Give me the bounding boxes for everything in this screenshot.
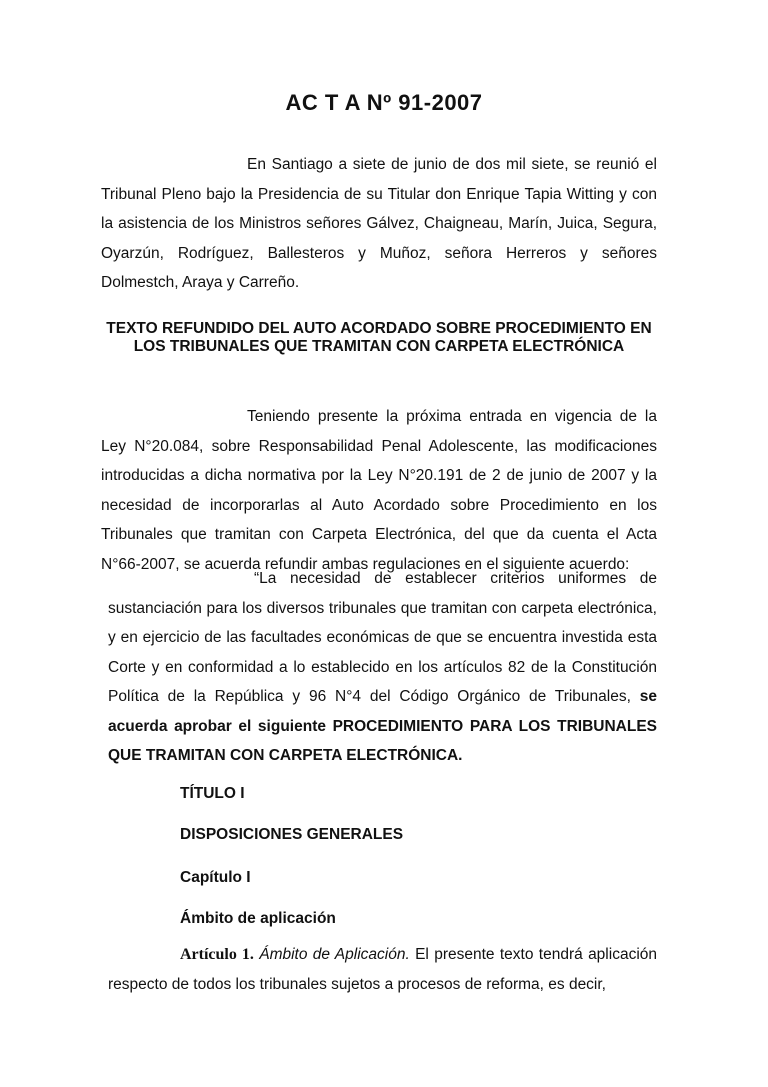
ambito-heading: Ámbito de aplicación — [180, 910, 336, 927]
quote-text: “La necesidad de establecer criterios uniformes de sustanciación para los diversos tribunales que tramitan con carpeta electrónica, y en ejercicio de las facultades económicas de que se encuentra investida esta Corte y en conformidad a lo establecido en los artículos 82 de la Constitución Política de la República y 96 N°4 del Código Orgánico de Tribunales, — [108, 570, 657, 705]
capitulo-heading: Capítulo I — [180, 869, 251, 886]
quote-paragraph — [108, 564, 657, 771]
disposiciones-heading: DISPOSICIONES GENERALES — [180, 826, 404, 843]
article-text: El presente texto tendrá aplicación respecto de todos los tribunales sujetos a procesos de reforma, es decir, — [108, 946, 657, 993]
article-1-paragraph — [108, 940, 657, 999]
document-title: AC T A Nº 91-2007 — [285, 90, 483, 115]
article-label: Artículo 1. — [180, 946, 254, 963]
titulo-heading: TÍTULO I — [180, 785, 245, 802]
section-heading: TEXTO REFUNDIDO DEL AUTO ACORDADO SOBRE PROCEDIMIENTO EN LOS TRIBUNALES QUE TRAMITAN CON CARPETA ELECTRÓNICA — [106, 320, 652, 355]
quote-bold-text: se acuerda aprobar el siguiente PROCEDIMIENTO PARA LOS TRIBUNALES QUE TRAMITAN CON CARPETA ELECTRÓNICA. — [108, 688, 657, 764]
article-name: Ámbito de Aplicación. — [253, 946, 410, 963]
considering-paragraph: Teniendo presente la próxima entrada en vigencia de la Ley N°20.084, sobre Responsabilidad Penal Adolescente, las modificaciones introducidas a dicha normativa por la Ley N°20.191 de 2 de junio de 2007 y la necesidad de incorporarlas al Auto Acordado sobre Procedimiento en los Tribunales que tramitan con Carpeta Electrónica, del que da cuenta el Acta N°66-2007, se acuerda refundir ambas regulaciones en el siguiente acuerdo: — [101, 408, 657, 573]
intro-paragraph: En Santiago a siete de junio de dos mil siete, se reunió el Tribunal Pleno bajo la Presidencia de su Titular don Enrique Tapia Witting y con la asistencia de los Ministros señores Gálvez, Chaigneau, Marín, Juica, Segura, Oyarzún, Rodríguez, Ballesteros y Muñoz, señora Herreros y señores Dolmestch, Araya y Carreño. — [101, 156, 657, 291]
